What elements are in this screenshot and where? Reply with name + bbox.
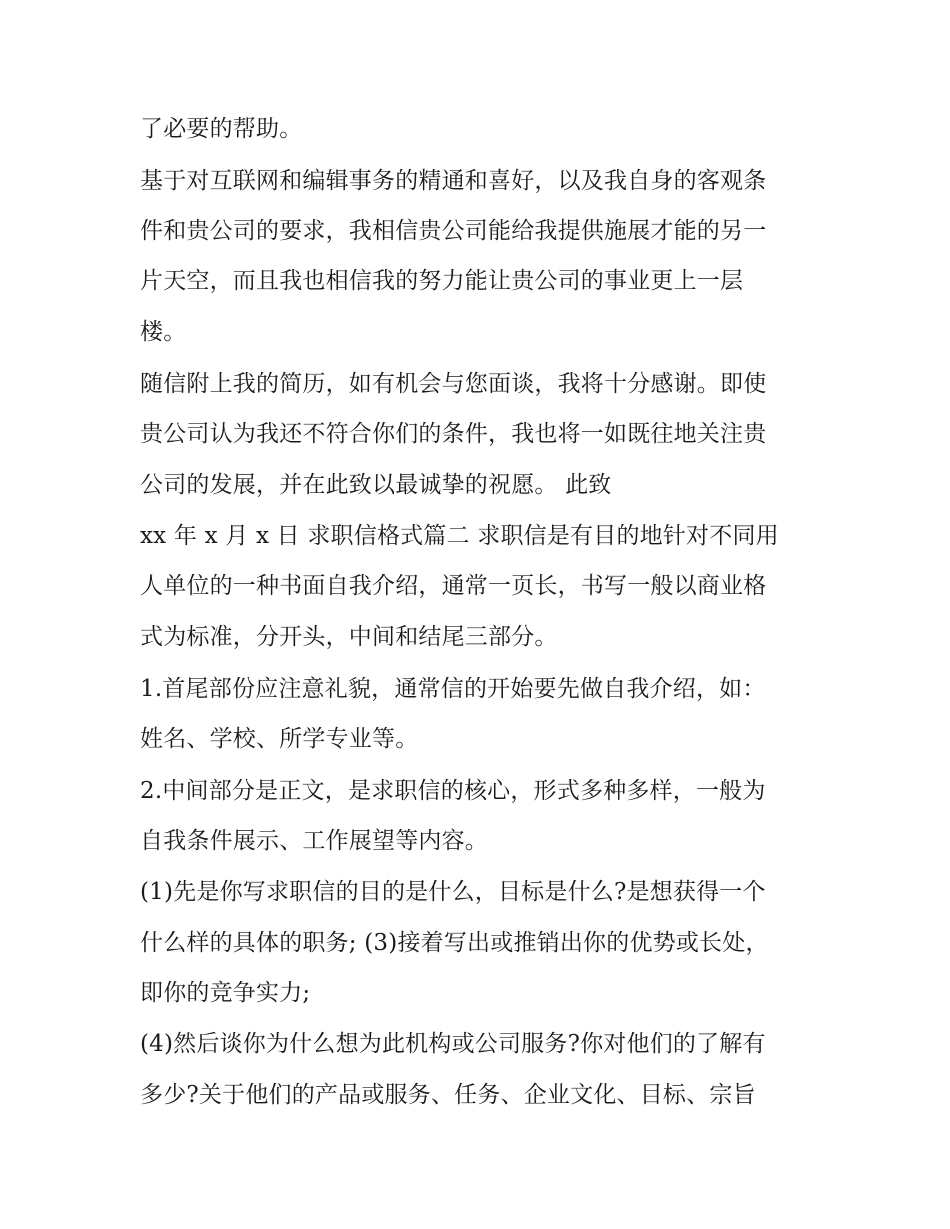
text-line: 公司的发展，并在此致以最诚挚的祝愿。 此致 — [140, 472, 612, 498]
text-line: 式为标准，分开头，中间和结尾三部分。 — [140, 624, 558, 650]
text-line: 件和贵公司的要求，我相信贵公司能给我提供施展才能的另一 — [140, 218, 767, 244]
text-line: 基于对互联网和编辑事务的精通和喜好，以及我自身的客观条 — [140, 168, 767, 194]
text-line: 贵公司认为我还不符合你们的条件，我也将一如既往地关注贵 — [140, 421, 767, 447]
text-line: (1)先是你写求职信的目的是什么，目标是什么?是想获得一个 — [140, 879, 766, 905]
text-line: 了必要的帮助。 — [140, 116, 303, 142]
text-line: (4)然后谈你为什么想为此机构或公司服务?你对他们的了解有 — [140, 1031, 766, 1057]
text-line: 2.中间部分是正文，是求职信的核心，形式多种多样，一般为 — [140, 778, 766, 804]
text-line: 自我条件展示、工作展望等内容。 — [140, 828, 488, 854]
text-line: 即你的竞争实力; — [140, 980, 311, 1006]
text-line: xx 年 x 月 x 日 求职信格式篇二 求职信是有目的地针对不同用 — [140, 523, 779, 549]
text-line: 姓名、学校、所学专业等。 — [140, 726, 419, 752]
text-line: 片天空，而且我也相信我的努力能让贵公司的事业更上一层 — [140, 268, 744, 294]
text-line: 楼。 — [140, 319, 187, 345]
text-line: 人单位的一种书面自我介绍，通常一页长，书写一般以商业格 — [140, 573, 767, 599]
text-line: 多少?关于他们的产品或服务、任务、企业文化、目标、宗旨 — [140, 1082, 756, 1108]
text-line: 什么样的具体的职务; (3)接着写出或推销出你的优势或长处， — [140, 930, 769, 956]
text-line: 随信附上我的简历，如有机会与您面谈，我将十分感谢。即使 — [140, 371, 767, 397]
text-line: 1.首尾部份应注意礼貌，通常信的开始要先做自我介绍，如： — [140, 676, 766, 702]
